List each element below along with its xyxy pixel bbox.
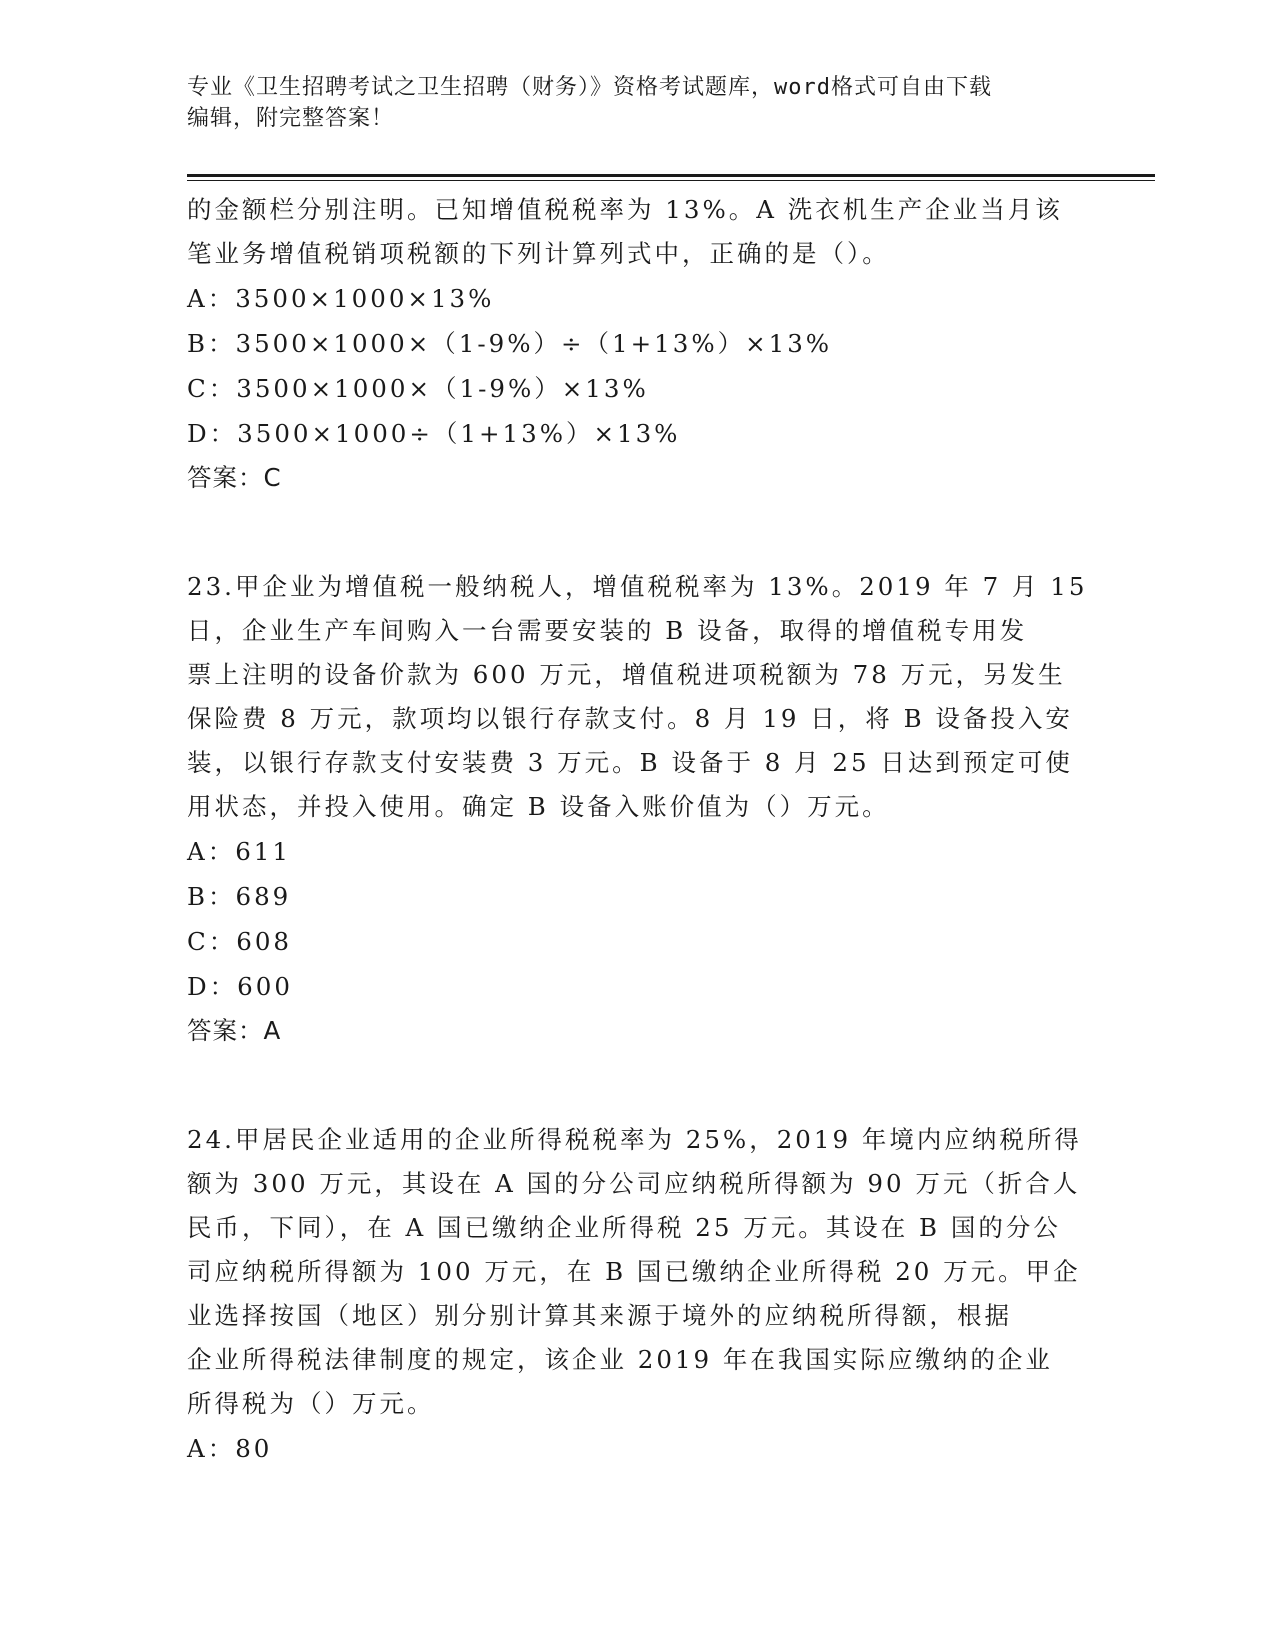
spacer	[187, 500, 1072, 565]
option-c: C：608	[187, 927, 293, 956]
question-stem-line: 司应纳税所得额为 100 万元，在 B 国已缴纳企业所得税 20 万元。甲企	[187, 1257, 1081, 1286]
question-stem-line: 企业所得税法律制度的规定，该企业 2019 年在我国实际应缴纳的企业	[187, 1345, 1053, 1374]
question-22	[187, 188, 1072, 500]
header-line-2: 编辑，附完整答案！	[187, 106, 395, 131]
option-a: A：611	[187, 837, 291, 866]
question-stem-line: 票上注明的设备价款为 600 万元，增值税进项税额为 78 万元，另发生	[187, 660, 1066, 689]
question-24	[187, 1118, 1082, 1471]
header-rule-thick	[187, 174, 1155, 177]
question-stem-line: 所得税为（）万元。	[187, 1389, 435, 1418]
question-stem-line: 保险费 8 万元，款项均以银行存款支付。8 月 19 日，将 B 设备投入安	[187, 704, 1073, 733]
question-23	[187, 565, 1088, 1053]
question-stem-line: 的金额栏分别注明。已知增值税税率为 13%。A 洗衣机生产企业当月该	[187, 195, 1063, 224]
document-header	[187, 72, 1067, 134]
option-a: A：3500×1000×13%	[187, 284, 495, 313]
question-stem-line: 23.甲企业为增值税一般纳税人，增值税税率为 13%。2019 年 7 月 15	[187, 572, 1088, 601]
header-line-1: 专业《卫生招聘考试之卫生招聘（财务）》资格考试题库，word格式可自由下载	[187, 75, 992, 100]
question-content	[187, 188, 1088, 1471]
option-d: D：3500×1000÷（1+13%）×13%	[187, 419, 681, 448]
question-stem-line: 额为 300 万元，其设在 A 国的分公司应纳税所得额为 90 万元（折合人	[187, 1169, 1081, 1198]
option-d: D：600	[187, 972, 293, 1001]
answer-label: 答案：C	[187, 463, 282, 492]
option-a: A：80	[187, 1434, 273, 1463]
spacer	[187, 1053, 1072, 1118]
question-stem-line: 笔业务增值税销项税额的下列计算列式中，正确的是（）。	[187, 239, 890, 268]
option-b: B：3500×1000×（1-9%）÷（1+13%）×13%	[187, 329, 833, 358]
question-stem-line: 民币，下同），在 A 国已缴纳企业所得税 25 万元。其设在 B 国的分公	[187, 1213, 1061, 1242]
header-rule-thin	[187, 180, 1155, 181]
question-stem-line: 24.甲居民企业适用的企业所得税税率为 25%，2019 年境内应纳税所得	[187, 1125, 1082, 1154]
question-stem-line: 日，企业生产车间购入一台需要安装的 B 设备，取得的增值税专用发	[187, 616, 1028, 645]
option-b: B：689	[187, 882, 292, 911]
question-stem-line: 业选择按国（地区）别分别计算其来源于境外的应纳税所得额，根据	[187, 1301, 1012, 1330]
option-c: C：3500×1000×（1-9%）×13%	[187, 374, 649, 403]
question-stem-line: 用状态，并投入使用。确定 B 设备入账价值为（）万元。	[187, 792, 890, 821]
question-stem-line: 装，以银行存款支付安装费 3 万元。B 设备于 8 月 25 日达到预定可使	[187, 748, 1073, 777]
answer-label: 答案：A	[187, 1016, 282, 1045]
